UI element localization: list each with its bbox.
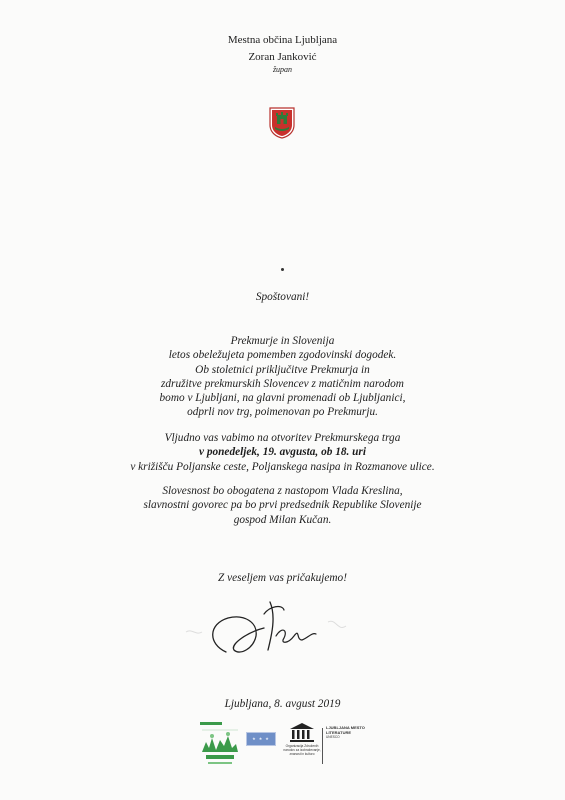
unesco-logo — [282, 722, 322, 772]
footer-logos — [0, 720, 565, 780]
closing-line: Z veseljem vas pričakujemo! — [218, 572, 347, 584]
event-location: v križišču Poljanske ceste, Poljanskega nasipa in Rozmanove ulice. — [130, 460, 435, 473]
unesco-temple-icon — [288, 722, 316, 744]
text-line: združitve prekmurskih Slovencev z matičnim narodom — [161, 377, 404, 390]
text-line: slavnostni govorec pa bo prvi predsednik Republike Slovenije — [143, 499, 422, 512]
unesco-caption: Organizacija Združenih narodov za izobraževanje, znanost in kulturo — [283, 744, 321, 756]
event-date-time: v ponedeljek, 19. avgusta, ob 18. uri — [199, 446, 366, 459]
text-line: bomo v Ljubljani, na glavni promenadi ob Ljubljanici, — [159, 392, 406, 405]
paragraph-intro — [0, 334, 565, 420]
city-of-literature-sub: UNESCO — [326, 735, 340, 739]
city-of-literature-logo — [326, 725, 366, 765]
city-of-literature-title: LJUBLJANA MESTO LITERATURE — [326, 725, 365, 735]
text-line: Ob stoletnici priključitve Prekmurja in — [195, 363, 370, 376]
place-and-date: Ljubljana, 8. avgust 2019 — [224, 698, 341, 710]
text-line: odprli nov trg, poimenovan po Prekmurju. — [187, 406, 378, 419]
logo-divider — [322, 728, 323, 764]
text-line: letos obeležujeta pomemben zgodovinski dogodek. — [168, 349, 397, 362]
sender-name: Zoran Janković — [248, 51, 317, 63]
text-line: gospod Milan Kučan. — [233, 513, 332, 526]
ljubljana-green-capital-logo — [198, 720, 244, 770]
eu-flag-icon: ★ ★ ★ — [246, 732, 276, 746]
decorative-dot — [281, 268, 284, 271]
sender-role: župan — [272, 65, 293, 74]
text-line: Prekmurje in Slovenija — [230, 335, 335, 347]
text-line: Slovesnost bo obogatena z nastopom Vlada Kreslina, — [162, 485, 403, 497]
greeting: Spoštovani! — [255, 291, 310, 303]
signature-icon — [178, 592, 378, 670]
letterhead — [0, 33, 565, 74]
paragraph-program — [0, 484, 565, 527]
paragraph-invitation — [0, 431, 565, 474]
organization-name: Mestna občina Ljubljana — [227, 34, 338, 46]
ljubljana-coat-of-arms-icon — [269, 107, 295, 139]
text-line: Vljudno vas vabimo na otvoritev Prekmurskega trga — [164, 432, 401, 444]
